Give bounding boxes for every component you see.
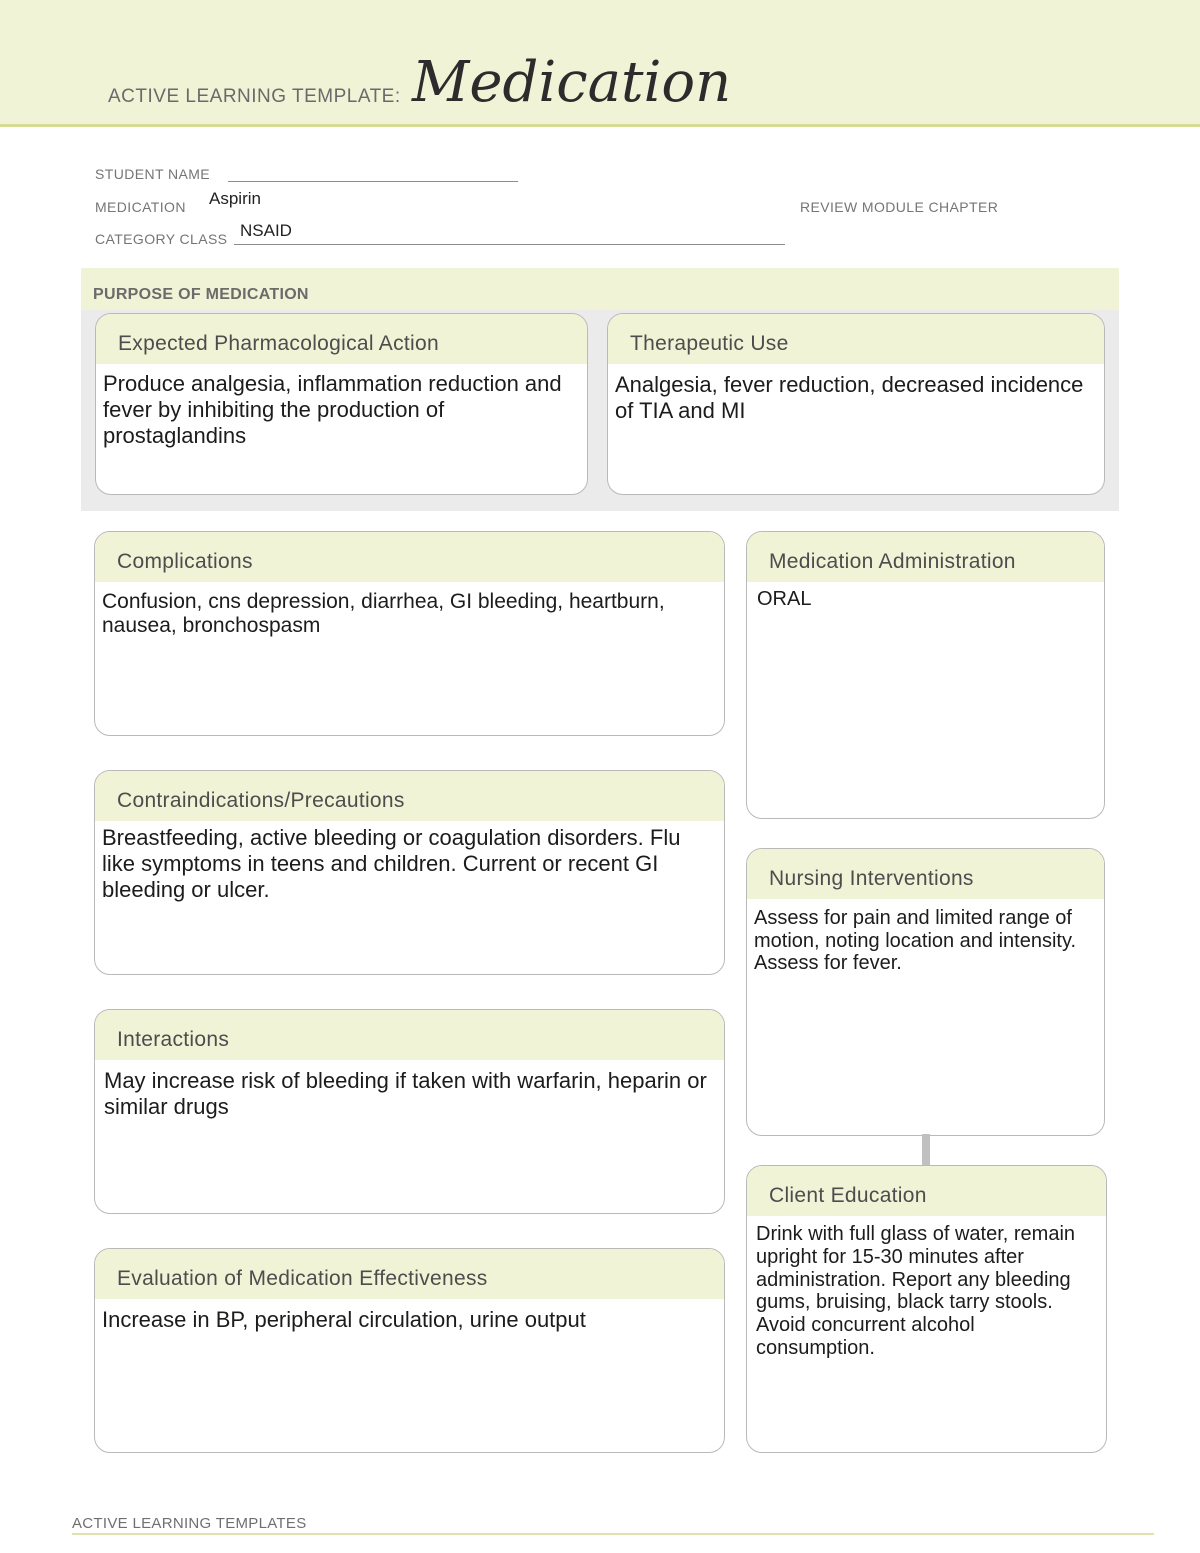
evaluation-title: Evaluation of Medication Effectiveness	[95, 1249, 724, 1299]
complications-box	[94, 531, 725, 736]
purpose-label: PURPOSE OF MEDICATION	[93, 286, 309, 303]
evaluation-text[interactable]: Increase in BP, peripheral circulation, urine output	[102, 1307, 586, 1332]
client-education-box	[746, 1165, 1107, 1453]
footer-divider	[72, 1533, 1154, 1535]
evaluation-box	[94, 1248, 725, 1453]
interactions-text[interactable]: May increase risk of bleeding if taken with warfarin, heparin or similar drugs	[104, 1068, 707, 1119]
administration-text[interactable]: ORAL	[757, 588, 812, 610]
contraindications-text[interactable]: Breastfeeding, active bleeding or coagulation disorders. Flu like symptoms in teens and children. Current or recent GI bleeding or ulcer.	[102, 825, 681, 902]
template-label: ACTIVE LEARNING TEMPLATE:	[108, 86, 401, 107]
category-class-label: CATEGORY CLASS	[95, 231, 228, 247]
nursing-interventions-box	[746, 848, 1105, 1136]
complications-title: Complications	[95, 532, 724, 582]
interactions-title: Interactions	[95, 1010, 724, 1060]
student-name-underline	[228, 181, 518, 182]
student-name-label: STUDENT NAME	[95, 166, 210, 182]
contraindications-title: Contraindications/Precautions	[95, 771, 724, 821]
client-education-title: Client Education	[747, 1166, 1106, 1216]
medication-field[interactable]: Aspirin	[209, 189, 261, 208]
page-title: Medication	[412, 50, 732, 115]
pharm-action-text[interactable]: Produce analgesia, inflammation reduction and fever by inhibiting the production of prostaglandins	[103, 371, 562, 448]
client-education-text[interactable]: Drink with full glass of water, remain upright for 15-30 minutes after administration. Report any bleeding gums, bruising, black tarry stools. Avoid concurrent alcohol consumption.	[756, 1223, 1076, 1359]
review-module-label: REVIEW MODULE CHAPTER	[800, 199, 999, 215]
therapeutic-use-title: Therapeutic Use	[608, 314, 1104, 364]
pharm-action-box	[95, 313, 588, 495]
footer-label: ACTIVE LEARNING TEMPLATES	[72, 1515, 307, 1532]
administration-box	[746, 531, 1105, 819]
pharm-action-title: Expected Pharmacological Action	[96, 314, 587, 364]
nursing-interventions-text[interactable]: Assess for pain and limited range of motion, noting location and intensity. Assess for fever.	[754, 907, 1077, 975]
administration-title: Medication Administration	[747, 532, 1104, 582]
therapeutic-use-text[interactable]: Analgesia, fever reduction, decreased incidence of TIA and MI	[615, 372, 1084, 423]
interactions-box	[94, 1009, 725, 1214]
contraindications-box	[94, 770, 725, 975]
purpose-header	[81, 268, 1119, 310]
nursing-interventions-title: Nursing Interventions	[747, 849, 1104, 899]
medication-label: MEDICATION	[95, 199, 186, 215]
category-class-underline	[234, 244, 785, 245]
header-divider	[0, 124, 1200, 127]
complications-text[interactable]: Confusion, cns depression, diarrhea, GI bleeding, heartburn, nausea, bronchospasm	[102, 590, 665, 638]
box-connector	[922, 1134, 930, 1166]
category-class-field[interactable]: NSAID	[240, 221, 292, 240]
therapeutic-use-box	[607, 313, 1105, 495]
